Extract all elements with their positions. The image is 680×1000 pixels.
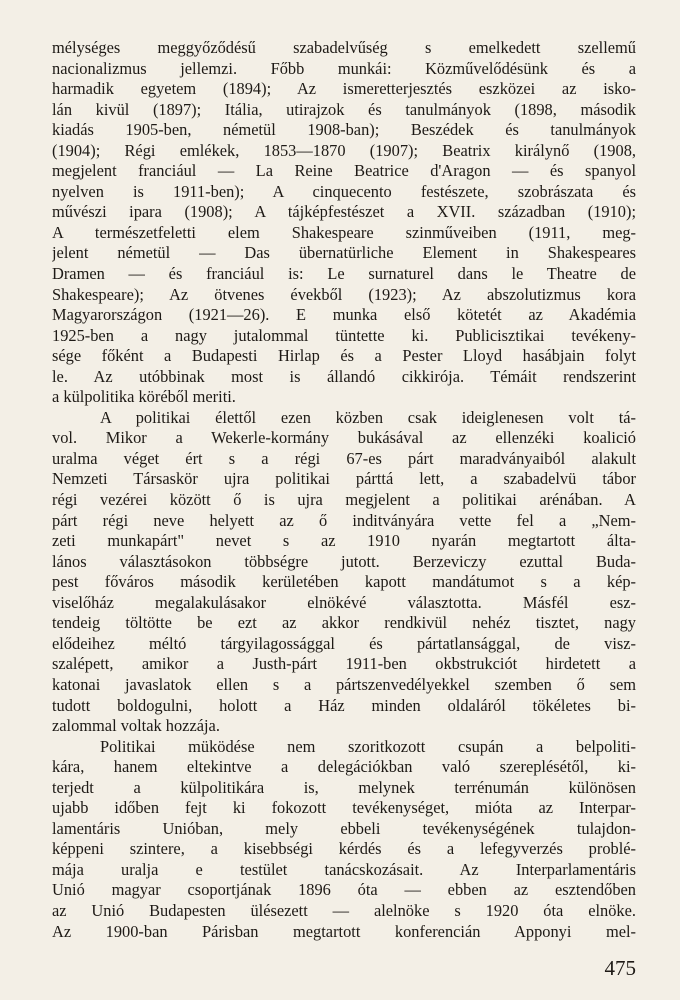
text-line: művészi ipara (1908); A tájképfestészet a XVII. században (1910); — [52, 202, 636, 222]
text-line: vol. Mikor a Wekerle-kormány bukásával az ellenzéki koalició — [52, 428, 636, 448]
text-line: A politikai élettől ezen közben csak ideiglenesen volt tá- — [100, 407, 636, 427]
text-line: ujabb időben fejt ki fokozott tevékenységet, mióta az Interpar- — [52, 798, 636, 818]
text-line: szalépett, amikor a Justh-párt 1911-ben okbstrukciót hirdetett a — [52, 654, 636, 674]
text-line: terjedt a külpolitikára is, melynek terrénumán különösen — [52, 777, 636, 797]
text-line: mája uralja e testület tanácskozásait. Az Interparlamentáris — [52, 859, 636, 879]
text-line: lán kivül (1897); Itália, utirajzok és tanulmányok (1898, második — [52, 99, 636, 119]
text-line: kiadás 1905-ben, németül 1908-ban); Beszédek és tanulmányok — [52, 120, 636, 140]
text-line: kára, hanem eltekintve a delegációkban való szereplésétől, ki- — [52, 757, 636, 777]
text-line: harmadik egyetem (1894); Az ismeretterjesztés eszközei az isko- — [52, 79, 636, 99]
text-line: mélységes meggyőződésű szabadelvűség s emelkedett szellemű — [52, 38, 636, 57]
text-line: Dramen — és franciául is: Le surnaturel dans le Theatre de — [52, 264, 636, 284]
text-line: Magyarországon (1921—26). E munka első kötetét az Akadémia — [52, 305, 636, 325]
text-line: zalommal voltak hozzája. — [52, 716, 220, 736]
text-line: jelent németül — Das übernatürliche Element in Shakespeares — [52, 243, 636, 263]
text-line: A természetfeletti elem Shakespeare szinműveiben (1911, meg- — [52, 222, 636, 242]
text-line: tudott boldogulni, holott a Ház minden oldaláról tökéletes bi- — [52, 695, 636, 715]
text-line: Politikai müködése nem szoritkozott csupán a belpoliti- — [100, 736, 636, 756]
body-text — [52, 38, 636, 942]
text-line: zeti munkapárt" nevet s az 1910 nyarán megtartott álta- — [52, 531, 636, 551]
text-line: 1925-ben a nagy jutalommal tüntette ki. Publicisztikai tevékeny- — [52, 325, 636, 345]
text-line: sége főként a Budapesti Hirlap és a Pester Lloyd hasábjain folyt — [52, 346, 636, 366]
text-line: Unió magyar csoportjának 1896 óta — ebben az esztendőben — [52, 880, 636, 900]
text-line: tendeig töltötte be ezt az akkor rendkivül nehéz tisztet, nagy — [52, 613, 636, 633]
page-number: 475 — [604, 956, 636, 980]
text-line: (1904); Régi emlékek, 1853—1870 (1907); Beatrix királynő (1908, — [52, 140, 636, 160]
text-line: Shakespeare); Az ötvenes évekből (1923); Az abszolutizmus kora — [52, 284, 636, 304]
text-line: régi vezérei között ő is ujra megjelent a politikai arénában. A — [52, 490, 636, 510]
text-line: elődeihez méltó tárgyilagossággal és pártatlansággal, de visz- — [52, 633, 636, 653]
text-line: Az 1900-ban Párisban megtartott konferencián Apponyi mel- — [52, 921, 636, 941]
text-line: Nemzeti Társaskör ujra politikai párttá lett, a szabadelvü tábor — [52, 469, 636, 489]
text-line: pest főváros második kerületében kapott mandátumot s a kép- — [52, 572, 636, 592]
text-line: katonai javaslatok ellen s a pártszenvedélyekkel szemben ő sem — [52, 674, 636, 694]
text-line: nacionalizmus jellemzi. Főbb munkái: Közművelődésünk és a — [52, 58, 636, 78]
text-line: nyelven is 1911-ben); A cinquecento festészete, szobrászata és — [52, 181, 636, 201]
text-line: le. Az utóbbinak most is állandó cikkirója. Témáit rendszerint — [52, 366, 636, 386]
text-line: a külpolitika köréből meriti. — [52, 387, 236, 407]
text-line: lános választásokon többségre jutott. Berzeviczy ezuttal Buda- — [52, 551, 636, 571]
text-line: lamentáris Unióban, mely ebbeli tevékenységének tulajdon- — [52, 818, 636, 838]
text-line: viselőház megalakulásakor elnökévé választotta. Másfél esz- — [52, 592, 636, 612]
text-line: megjelent franciául — La Reine Beatrice d'Aragon — és spanyol — [52, 161, 636, 181]
text-line: az Unió Budapesten ülésezett — alelnöke s 1920 óta elnöke. — [52, 900, 636, 920]
text-line: uralma véget ért s a régi 67-es párt maradványaiból alakult — [52, 448, 636, 468]
text-line: párt régi neve helyett az ő inditványára vette fel a „Nem- — [52, 510, 636, 530]
text-line: képpeni szintere, a kisebbségi kérdés és a lefegyverzés problé- — [52, 839, 636, 859]
